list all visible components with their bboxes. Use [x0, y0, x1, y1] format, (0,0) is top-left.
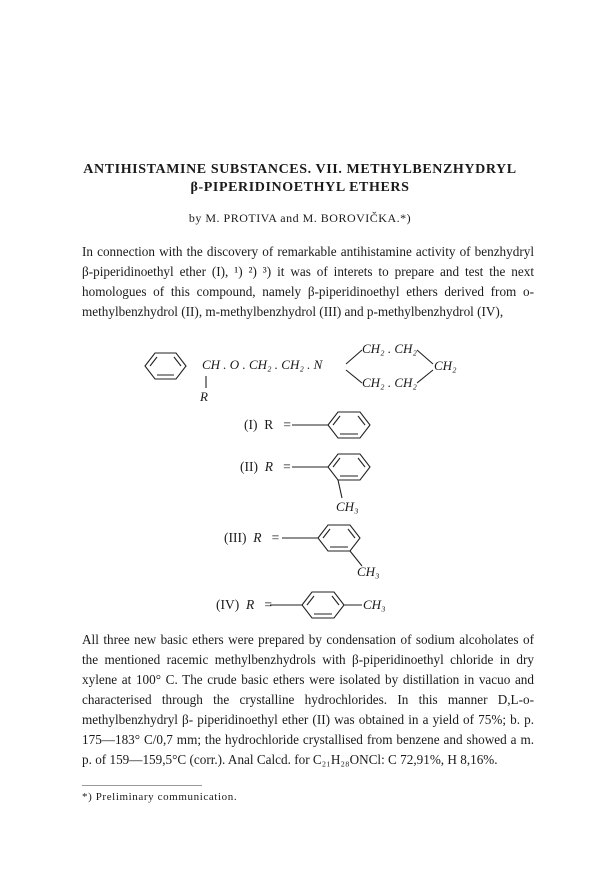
compound-IV-methyl: CH₃ [363, 597, 386, 612]
ring-right-text: CH₂ [434, 358, 457, 373]
compound-II-id: (II) [240, 459, 258, 474]
compound-I-eq: = [283, 417, 292, 432]
compound-IV-eq: = [264, 597, 272, 612]
compound-III-label [224, 530, 279, 546]
ring-right-bond-top [417, 350, 433, 364]
footnote-divider [82, 785, 202, 786]
compound-II-methyl: CH₃ [336, 499, 359, 514]
structure-core-chain: CH . O . CH₂ . CH₂ . N [202, 357, 323, 372]
n-ring-bond-top [346, 350, 362, 364]
authors-line: by M. PROTIVA and M. BOROVIČKA.*) [188, 211, 412, 225]
compound-II-label [240, 459, 291, 475]
compound-I-label [244, 417, 291, 433]
n-ring-bond-bottom [346, 370, 362, 383]
paper-title-line2: β-PIPERIDINOETHYL ETHERS [190, 180, 410, 195]
ring-top-text: CH₂ . CH₂ [362, 341, 417, 356]
compound-IV-r: R [246, 597, 255, 612]
footnote: *) Preliminary communication. [82, 791, 238, 803]
structure-r-label: R [200, 389, 208, 404]
compound-III-eq: = [271, 530, 280, 545]
compound-II-eq: = [283, 459, 291, 474]
compound-I-r: R [264, 417, 274, 432]
ring-right-bond-bottom [417, 370, 433, 383]
methyl-bond-II [338, 480, 342, 498]
experimental-paragraph: All three new basic ethers were prepared by condensation of sodium alcoholates of the mentioned racemic methylbenzhydrols with β-piperidinoethyl chloride in dry xylene at 100° C. The crude basic ethers were isolated by distillation in vacuo and characterised through the crystalline hydrochlorides. In this manner D,L-o-methylbenzhydryl β- piperidinoethyl ether (II) was obtained in a yield of 75%; b. p. 175—183° C/0,7 mm; the hydrochloride crystallised from benzene and showed a m. p. of 159—159,5°C (corr.). Anal Calcd. for C₂₁H₂₈ONCl: C 72,91%, H 8,16%. [82, 632, 534, 767]
compound-IV-id: (IV) [216, 597, 240, 612]
compound-III-r: R [253, 530, 262, 545]
compound-I-id: (I) [244, 417, 258, 432]
intro-paragraph: In connection with the discovery of remarkable antihistamine activity of benzhydryl β-piperidinoethyl ether (I), ¹) ²) ³) it was of interets to prepare and test the next homologues of this compound, namely β-piperidinoethyl ethers derived from o-methylbenzhydrol (II), m-methylbenzhydrol (III) and p-methylbenzhydrol (IV), [82, 244, 534, 319]
compound-III-methyl: CH₃ [357, 564, 380, 579]
compound-IV-label [216, 597, 272, 613]
compound-II-r: R [264, 459, 273, 474]
ring-bottom-text: CH₂ . CH₂ [362, 375, 417, 390]
paper-title-line1: ANTIHISTAMINE SUBSTANCES. VII. METHYLBENZHYDRYL [83, 162, 517, 177]
compound-III-id: (III) [224, 530, 247, 545]
